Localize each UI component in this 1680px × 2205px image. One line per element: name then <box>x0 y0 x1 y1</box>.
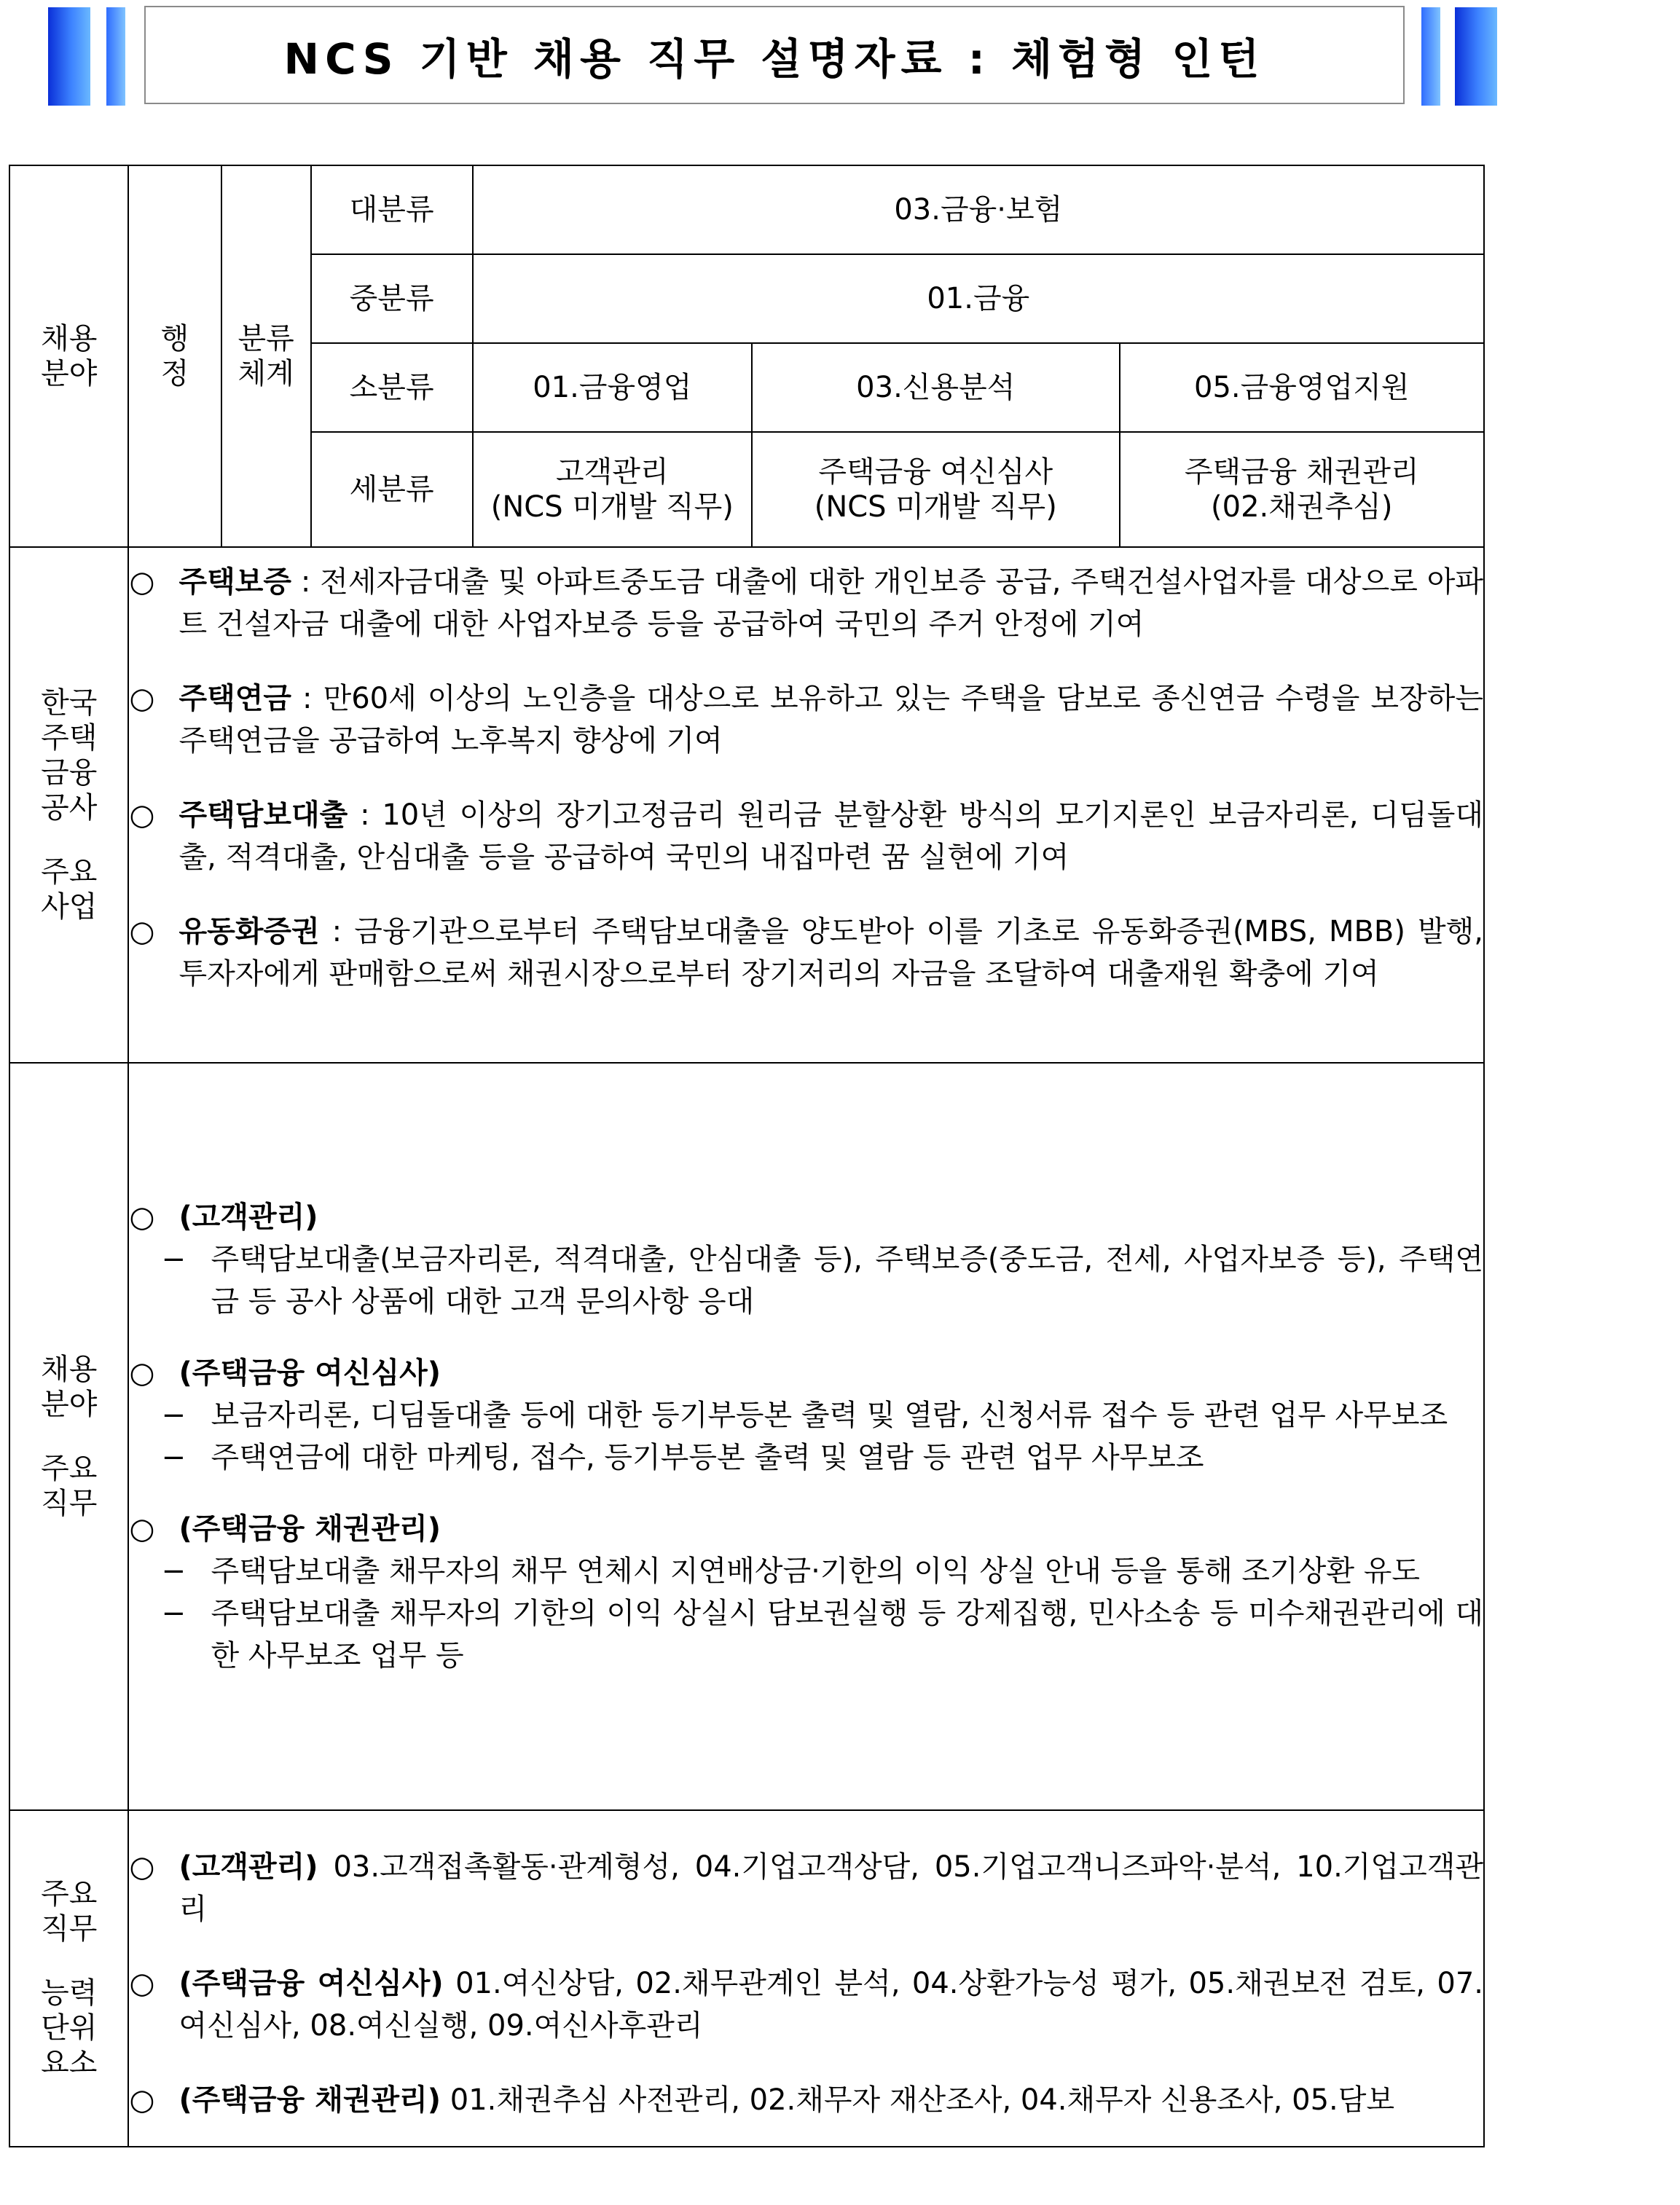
main-duties-content <box>128 1063 1484 1810</box>
circle-bullet-icon: ○ <box>129 2083 155 2117</box>
competency-item: ○ (주택금융 여신심사) 01.여신상담, 02.채무관계인 분석, 04.상환가능성 평가, 05.채권보전 검토, 07.여신심사, 08.여신실행, 09.여신사후관리 <box>129 1962 1483 2047</box>
circle-bullet-icon: ○ <box>129 1967 155 2000</box>
duty-subitem: − 주택연금에 대한 마케팅, 접수, 등기부등본 출력 및 열람 등 관련 업무 사무보조 <box>129 1436 1483 1479</box>
duty-heading: ○ (고객관리) <box>129 1196 1483 1238</box>
main-business-content <box>128 547 1484 1063</box>
competency-content <box>128 1810 1484 2147</box>
minor-class-value: 05.금융영업지원 <box>1120 343 1485 432</box>
job-description-table <box>9 165 1485 2147</box>
duty-group <box>129 1352 1483 1479</box>
detail-class-value: 주택금융 여신심사 (NCS 미개발 직무) <box>752 432 1119 547</box>
middle-class-label: 중분류 <box>311 254 473 343</box>
duty-group <box>129 1196 1483 1323</box>
circle-bullet-icon: ○ <box>129 565 155 599</box>
business-item: ○ 주택연금 : 만60세 이상의 노인층을 대상으로 보유하고 있는 주택을 담보로 종신연금 수령을 보장하는 주택연금을 공급하여 노후복지 향상에 기여 <box>129 677 1483 762</box>
circle-bullet-icon: ○ <box>129 1850 155 1884</box>
circle-bullet-icon: ○ <box>129 1512 155 1546</box>
main-duties-label: 채용 분야 주요 직무 <box>9 1063 128 1810</box>
competency-label: 주요 직무 능력 단위 요소 <box>9 1810 128 2147</box>
dash-bullet-icon: − <box>161 1554 186 1588</box>
business-item: ○ 주택담보대출 : 10년 이상의 장기고정금리 원리금 분할상환 방식의 모기지론인 보금자리론, 디딤돌대출, 적격대출, 안심대출 등을 공급하여 국민의 내집마련 꿈 실현에 기여 <box>129 794 1483 879</box>
duty-subitem: − 주택담보대출 채무자의 기한의 이익 상실시 담보권실행 등 강제집행, 민사소송 등 미수채권관리에 대한 사무보조 업무 등 <box>129 1592 1483 1677</box>
circle-bullet-icon: ○ <box>129 1356 155 1390</box>
duty-group <box>129 1508 1483 1677</box>
system-label: 분류 체계 <box>221 165 311 547</box>
circle-bullet-icon: ○ <box>129 1200 155 1234</box>
circle-bullet-icon: ○ <box>129 682 155 715</box>
duty-heading: ○ (주택금융 여신심사) <box>129 1352 1483 1394</box>
dash-bullet-icon: − <box>161 1597 186 1630</box>
competency-item: ○ (주택금융 채권관리) 01.채권추심 사전관리, 02.채무자 재산조사, 04.채무자 신용조사, 05.담보 <box>129 2079 1483 2121</box>
detail-class-value: 주택금융 채권관리 (02.채권추심) <box>1120 432 1485 547</box>
detail-class-label: 세분류 <box>311 432 473 547</box>
major-class-value: 03.금융·보험 <box>473 165 1484 254</box>
recruit-field-label: 채용 분야 <box>9 165 128 547</box>
duty-heading: ○ (주택금융 채권관리) <box>129 1508 1483 1550</box>
title-deco-bar-left-inner <box>106 7 125 106</box>
circle-bullet-icon: ○ <box>129 798 155 832</box>
middle-class-value: 01.금융 <box>473 254 1484 343</box>
circle-bullet-icon: ○ <box>129 915 155 948</box>
business-item: ○ 유동화증권 : 금융기관으로부터 주택담보대출을 양도받아 이를 기초로 유동화증권(MBS, MBB) 발행, 투자자에게 판매함으로써 채권시장으로부터 장기저리의 자금을 조달하여 대출재원 확충에 기여 <box>129 911 1483 995</box>
title-deco-bar-right-outer <box>1455 7 1497 106</box>
major-class-label: 대분류 <box>311 165 473 254</box>
minor-class-value: 01.금융영업 <box>473 343 752 432</box>
dash-bullet-icon: − <box>161 1399 186 1432</box>
admin-label: 행 정 <box>128 165 221 547</box>
main-business-label: 한국 주택 금융 공사 주요 사업 <box>9 547 128 1063</box>
duty-subitem: − 주택담보대출(보금자리론, 적격대출, 안심대출 등), 주택보증(중도금, 전세, 사업자보증 등), 주택연금 등 공사 상품에 대한 고객 문의사항 응대 <box>129 1238 1483 1323</box>
duty-subitem: − 주택담보대출 채무자의 채무 연체시 지연배상금·기한의 이익 상실 안내 등을 통해 조기상환 유도 <box>129 1550 1483 1592</box>
duty-subitem: − 보금자리론, 디딤돌대출 등에 대한 등기부등본 출력 및 열람, 신청서류 접수 등 관련 업무 사무보조 <box>129 1394 1483 1436</box>
detail-class-value: 고객관리 (NCS 미개발 직무) <box>473 432 752 547</box>
title-deco-bar-left-outer <box>48 7 90 106</box>
minor-class-value: 03.신용분석 <box>752 343 1119 432</box>
minor-class-label: 소분류 <box>311 343 473 432</box>
dash-bullet-icon: − <box>161 1441 186 1474</box>
title-deco-bar-right-inner <box>1421 7 1440 106</box>
page-title: NCS 기반 채용 직무 설명자료 : 체험형 인턴 <box>144 6 1405 104</box>
business-item: ○ 주택보증 : 전세자금대출 및 아파트중도금 대출에 대한 개인보증 공급, 주택건설사업자를 대상으로 아파트 건설자금 대출에 대한 사업자보증 등을 공급하여 국민의 주거 안정에 기여 <box>129 561 1483 645</box>
competency-item: ○ (고객관리) 03.고객접촉활동·관계형성, 04.기업고객상담, 05.기업고객니즈파악·분석, 10.기업고객관리 <box>129 1846 1483 1930</box>
dash-bullet-icon: − <box>161 1243 186 1276</box>
